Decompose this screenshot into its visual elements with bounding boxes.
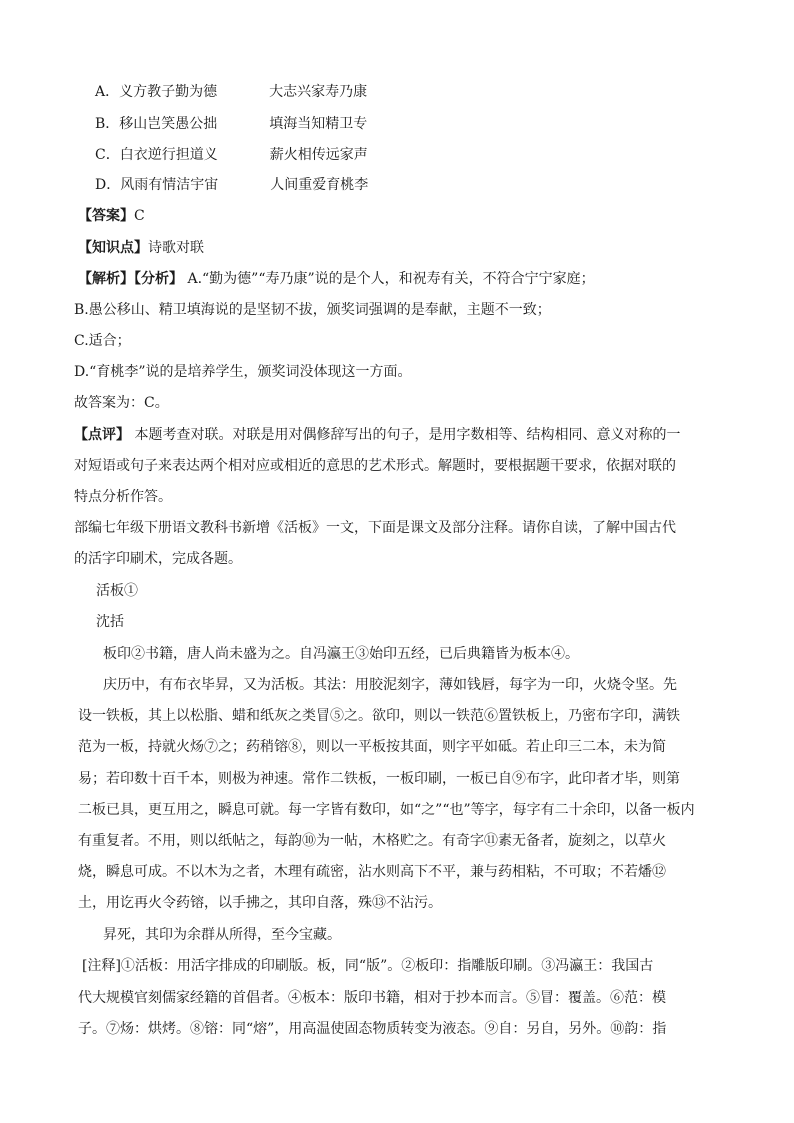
- option-letter: A．: [95, 84, 120, 100]
- option-d: [95, 176, 368, 194]
- analysis-line-1: [78, 270, 595, 288]
- notes-line-2: 代大规模官刻儒家经籍的首倡者。④板本：版印书籍，相对于抄本而言。⑤冒：覆盖。⑥范：模: [78, 990, 666, 1006]
- knowledge-line: [78, 239, 204, 257]
- article-paragraph-2-line: 范为一板，持就火炀⑦之；药稍镕⑧，则以一平板按其面，则字平如砥。若止印三二本，未为简: [78, 739, 666, 755]
- article-paragraph-2-line: 二板已具，更互用之，瞬息可就。每一字皆有数印，如“之”“也”等字，每字有二十余印，以备一板内: [78, 802, 695, 818]
- analysis-text: A.“勤为德”“寿乃康”说的是个人，和祝寿有关，不符合宁宁家庭；: [187, 271, 595, 287]
- notes-line-1: [注释]①活板：用活字排成的印刷版。板，同“版”。②板印：指雕版印刷。③冯瀛王：我国古: [82, 958, 654, 974]
- article-paragraph-2-line: 烧，瞬息可成。不以木为之者，木理有疏密，沾水则高下不平，兼与药相粘，不可取；不若燔⑫: [78, 864, 666, 880]
- article-paragraph-2-line: 庆历中，有布衣毕昇，又为活板。其法：用胶泥刻字，薄如钱唇，每字为一印，火烧令坚。先: [103, 677, 677, 693]
- comment-line-2: 对短语或句子来表达两个相对应或相近的意思的艺术形式。解题时，要根据题干要求，依据对联的: [74, 458, 676, 474]
- intro-line-2: 的活字印刷术，完成各题。: [74, 551, 242, 567]
- option-left-couplet: 白衣逆行担道义: [119, 147, 218, 163]
- answer-line: [78, 207, 145, 225]
- option-b: [95, 115, 367, 133]
- notes-line-3: 子。⑦炀：烘烤。⑧镕：同“熔”，用高温使固态物质转变为液态。⑨自：另自，另外。⑩韵：指: [78, 1021, 667, 1037]
- comment-label: 【点评】: [74, 427, 130, 443]
- option-right-couplet: 人间重爱育桃李: [270, 177, 369, 193]
- article-paragraph-2-line: 易；若印数十百千本，则极为神速。常作二铁板，一板印刷，一板已自⑨布字，此印者才毕，则第: [78, 771, 680, 787]
- article-paragraph-1: 板印②书籍，唐人尚未盛为之。自冯瀛王③始印五经，已后典籍皆为板本④。: [103, 646, 579, 662]
- option-right-couplet: 大志兴家寿乃康: [269, 84, 368, 100]
- option-right-couplet: 薪火相传远家声: [269, 147, 368, 163]
- option-left-couplet: 义方教子勤为德: [119, 84, 218, 100]
- article-paragraph-2-line: 设一铁板，其上以松脂、蜡和纸灰之类冒⑤之。欲印，则以一铁范⑥置铁板上，乃密布字印，满铁: [78, 708, 680, 724]
- analysis-line-4: D.“育桃李”说的是培养学生，颁奖词没体现这一方面。: [74, 364, 412, 380]
- knowledge-value: 诗歌对联: [148, 240, 204, 256]
- comment-line-1: [74, 426, 680, 444]
- analysis-line-2: B.愚公移山、精卫填海说的是坚韧不拔，颁奖词强调的是奉献，主题不一致；: [74, 302, 551, 318]
- knowledge-label: 【知识点】: [78, 240, 148, 256]
- article-paragraph-3: 昇死，其印为余群从所得，至今宝藏。: [103, 927, 341, 943]
- comment-line-3: 特点分析作答。: [74, 489, 172, 505]
- article-paragraph-2-line: 土，用讫再火令药镕，以手拂之，其印自落，殊⑬不沾污。: [78, 895, 442, 911]
- option-letter: D．: [95, 177, 121, 193]
- article-paragraph-2-line: 有重复者。不用，则以纸帖之，每韵⑩为一帖，木格贮之。有奇字⑪素无备者，旋刻之，以草火: [78, 833, 666, 849]
- answer-label: 【答案】: [78, 208, 134, 224]
- option-letter: C．: [95, 147, 120, 163]
- analysis-line-5: 故答案为：C。: [74, 395, 169, 411]
- analysis-label: 【解析】【分析】: [78, 271, 183, 287]
- intro-line-1: 部编七年级下册语文教科书新增《活板》一文，下面是课文及部分注释。请你自读，了解中国古代: [74, 520, 676, 536]
- article-title: 活板①: [96, 583, 138, 599]
- option-letter: B．: [95, 116, 120, 132]
- article-author: 沈括: [96, 614, 124, 630]
- option-a: [95, 83, 367, 101]
- option-right-couplet: 填海当知精卫专: [269, 116, 368, 132]
- option-c: [95, 146, 368, 164]
- comment-text: 本题考查对联。对联是用对偶修辞写出的句子，是用字数相等、结构相同、意义对称的一: [134, 427, 681, 443]
- option-left-couplet: 风雨有情洁宇宙: [120, 177, 219, 193]
- option-left-couplet: 移山岂笑愚公拙: [119, 116, 218, 132]
- answer-value: C: [134, 208, 145, 224]
- analysis-line-3: C.适合；: [74, 333, 131, 349]
